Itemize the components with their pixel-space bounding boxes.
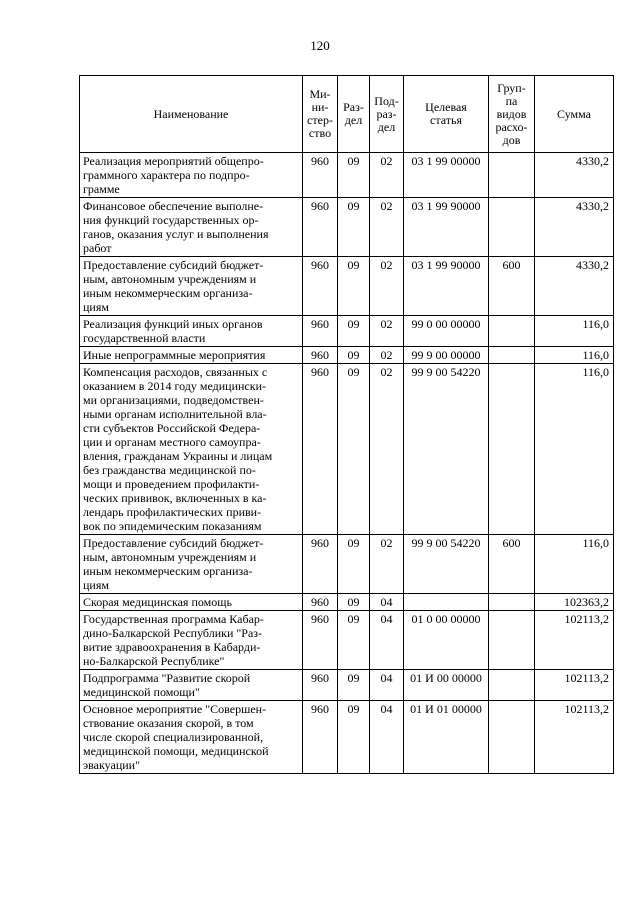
cell-target: 03 1 99 00000 <box>404 153 489 198</box>
cell-sum: 4330,2 <box>535 198 614 257</box>
cell-ministry: 960 <box>303 611 338 670</box>
cell-name: Предоставление субсидий бюджет- ным, автономным учреждениям и иным некоммерческим организа- циям <box>80 535 303 594</box>
header-target: Целевая статья <box>404 76 489 153</box>
cell-sum: 116,0 <box>535 535 614 594</box>
cell-ministry: 960 <box>303 347 338 364</box>
cell-sum: 102113,2 <box>535 701 614 774</box>
cell-target: 99 9 00 54220 <box>404 535 489 594</box>
header-group: Груп- па видов расхо- дов <box>489 76 535 153</box>
cell-sum: 116,0 <box>535 347 614 364</box>
header-name: Наименование <box>80 76 303 153</box>
table-row <box>80 153 614 198</box>
cell-group <box>489 594 535 611</box>
cell-subsection: 04 <box>370 611 404 670</box>
cell-sum: 102113,2 <box>535 670 614 701</box>
cell-section: 09 <box>338 153 370 198</box>
cell-sum: 4330,2 <box>535 153 614 198</box>
table-row <box>80 316 614 347</box>
cell-name: Финансовое обеспечение выполне- ния функций государственных ор- ганов, оказания услуг и выполнения работ <box>80 198 303 257</box>
cell-section: 09 <box>338 611 370 670</box>
cell-ministry: 960 <box>303 670 338 701</box>
cell-target: 01 И 01 00000 <box>404 701 489 774</box>
cell-name: Подпрограмма "Развитие скорой медицинской помощи" <box>80 670 303 701</box>
cell-ministry: 960 <box>303 316 338 347</box>
cell-target: 03 1 99 90000 <box>404 198 489 257</box>
cell-group: 600 <box>489 535 535 594</box>
cell-group <box>489 611 535 670</box>
cell-ministry: 960 <box>303 535 338 594</box>
table-row <box>80 594 614 611</box>
cell-sum: 102113,2 <box>535 611 614 670</box>
cell-name: Реализация мероприятий общепро- граммного характера по подпро- грамме <box>80 153 303 198</box>
budget-table <box>79 75 614 774</box>
cell-section: 09 <box>338 594 370 611</box>
cell-section: 09 <box>338 347 370 364</box>
cell-name: Иные непрограммные мероприятия <box>80 347 303 364</box>
cell-subsection: 02 <box>370 364 404 535</box>
header-subsection: Под- раз- дел <box>370 76 404 153</box>
cell-subsection: 02 <box>370 316 404 347</box>
cell-name: Реализация функций иных органов государственной власти <box>80 316 303 347</box>
table-row <box>80 198 614 257</box>
table-row <box>80 670 614 701</box>
cell-sum: 4330,2 <box>535 257 614 316</box>
cell-subsection: 04 <box>370 594 404 611</box>
cell-section: 09 <box>338 535 370 594</box>
cell-target: 01 И 00 00000 <box>404 670 489 701</box>
cell-name: Скорая медицинская помощь <box>80 594 303 611</box>
table-row <box>80 347 614 364</box>
cell-target: 99 9 00 54220 <box>404 364 489 535</box>
cell-group <box>489 347 535 364</box>
cell-subsection: 02 <box>370 257 404 316</box>
table-row <box>80 364 614 535</box>
cell-target: 99 9 00 00000 <box>404 347 489 364</box>
cell-sum: 102363,2 <box>535 594 614 611</box>
cell-group <box>489 153 535 198</box>
cell-section: 09 <box>338 701 370 774</box>
cell-ministry: 960 <box>303 594 338 611</box>
cell-subsection: 04 <box>370 670 404 701</box>
page-number: 120 <box>310 38 330 53</box>
table-row <box>80 611 614 670</box>
table-header-row <box>80 76 614 153</box>
cell-target: 03 1 99 90000 <box>404 257 489 316</box>
table-row <box>80 701 614 774</box>
cell-section: 09 <box>338 364 370 535</box>
cell-sum: 116,0 <box>535 316 614 347</box>
cell-sum: 116,0 <box>535 364 614 535</box>
header-sum: Сумма <box>535 76 614 153</box>
cell-ministry: 960 <box>303 153 338 198</box>
cell-group <box>489 701 535 774</box>
cell-target: 99 0 00 00000 <box>404 316 489 347</box>
cell-section: 09 <box>338 670 370 701</box>
cell-group <box>489 670 535 701</box>
cell-subsection: 04 <box>370 701 404 774</box>
header-section: Раз- дел <box>338 76 370 153</box>
cell-subsection: 02 <box>370 347 404 364</box>
cell-name: Государственная программа Кабар- дино-Балкарской Республики "Раз- витие здравоохранения в Кабарди- но-Балкарской Республике" <box>80 611 303 670</box>
cell-section: 09 <box>338 198 370 257</box>
cell-name: Компенсация расходов, связанных с оказанием в 2014 году медицински- ми организациями, подведомствен- ными органам исполнительной вла- сти субъектов Российской Федера- ции и органам местного самоупра- вления, гражданам Украины и лицам без гражданства медицинской по- мощи и проведением профилакти- ческих прививок, включенных в ка- лендарь профилактических приви- вок по эпидемическим показаниям <box>80 364 303 535</box>
cell-subsection: 02 <box>370 198 404 257</box>
table-row <box>80 257 614 316</box>
table-row <box>80 535 614 594</box>
cell-section: 09 <box>338 316 370 347</box>
cell-target: 01 0 00 00000 <box>404 611 489 670</box>
cell-group <box>489 364 535 535</box>
cell-group <box>489 198 535 257</box>
cell-ministry: 960 <box>303 364 338 535</box>
cell-name: Предоставление субсидий бюджет- ным, автономным учреждениям и иным некоммерческим организа- циям <box>80 257 303 316</box>
cell-ministry: 960 <box>303 198 338 257</box>
cell-group: 600 <box>489 257 535 316</box>
cell-ministry: 960 <box>303 701 338 774</box>
table-body <box>80 153 614 774</box>
cell-ministry: 960 <box>303 257 338 316</box>
cell-section: 09 <box>338 257 370 316</box>
cell-subsection: 02 <box>370 535 404 594</box>
cell-target <box>404 594 489 611</box>
cell-subsection: 02 <box>370 153 404 198</box>
cell-group <box>489 316 535 347</box>
header-ministry: Ми- ни- стер- ство <box>303 76 338 153</box>
cell-name: Основное мероприятие "Совершен- ствование оказания скорой, в том числе скорой специализированной, медицинской помощи, медицинской эвакуации" <box>80 701 303 774</box>
